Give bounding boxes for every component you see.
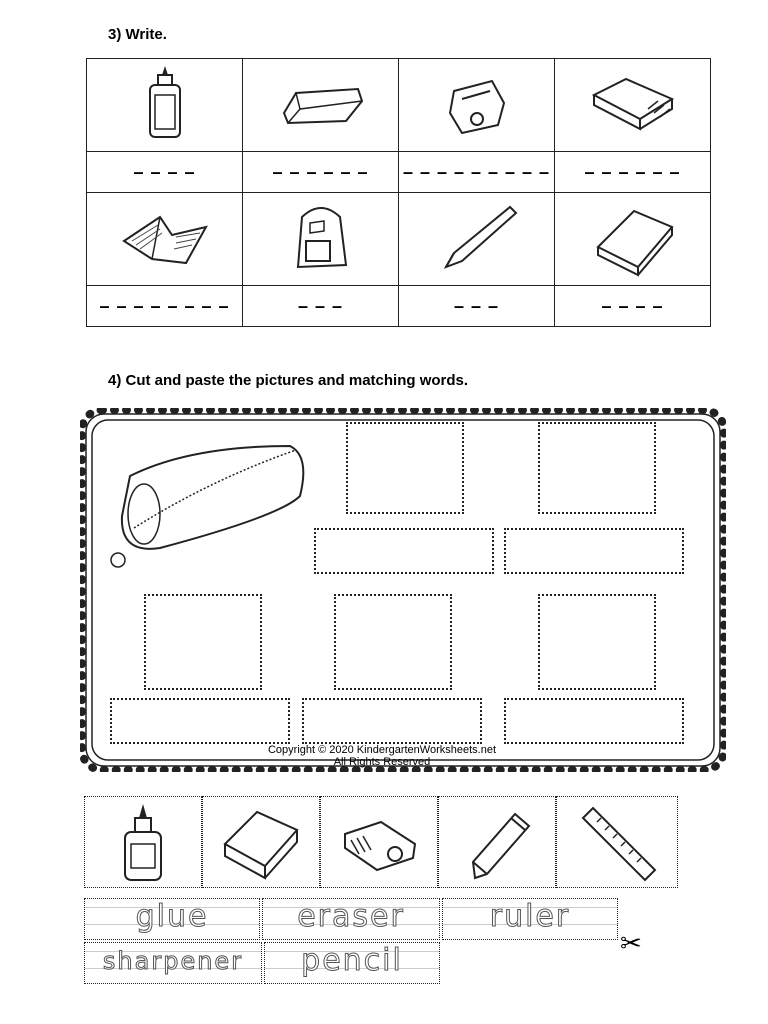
blanks-cell[interactable]: – – – – – – – – –	[399, 152, 555, 193]
blanks-cell[interactable]: – – – – – – – –	[87, 286, 243, 327]
cell-closed-book	[555, 193, 711, 286]
paste-picture-box[interactable]	[538, 422, 656, 514]
paste-word-box[interactable]	[110, 698, 290, 744]
paste-word-box[interactable]	[302, 698, 482, 744]
copyright-line2: All Rights Reserved	[333, 756, 431, 768]
cutout-pencil[interactable]	[438, 796, 556, 888]
pencil-icon	[453, 800, 541, 884]
write-table	[86, 58, 711, 327]
cutout-ruler[interactable]	[556, 796, 678, 888]
paste-picture-box[interactable]	[334, 594, 452, 690]
glue-icon	[99, 800, 187, 884]
eraser-icon	[276, 63, 366, 143]
eraser-icon	[217, 800, 305, 884]
sharpener-icon	[432, 63, 522, 143]
section3-heading: 3) Write.	[108, 26, 167, 43]
pencil-case-icon	[100, 436, 310, 572]
paste-picture-box[interactable]	[346, 422, 464, 514]
blanks-cell[interactable]: – – – – – –	[243, 152, 399, 193]
word-glue[interactable]: glue	[84, 898, 260, 940]
blanks-cell[interactable]: – – – –	[555, 286, 711, 327]
word-ruler[interactable]: ruler	[442, 898, 618, 940]
copyright-line1: Copyright © 2020 KindergartenWorksheets.net	[267, 744, 497, 756]
glue-bottle-icon	[120, 63, 210, 143]
copyright-notice	[232, 744, 532, 768]
cell-eraser	[243, 59, 399, 152]
paste-word-box[interactable]	[504, 528, 684, 574]
open-book-icon	[120, 197, 210, 277]
closed-book-icon	[588, 197, 678, 277]
cell-backpack	[243, 193, 399, 286]
backpack-icon	[276, 197, 366, 277]
ruler-icon	[573, 800, 661, 884]
paste-picture-box[interactable]	[144, 594, 262, 690]
paste-picture-box[interactable]	[538, 594, 656, 690]
pen-icon	[432, 197, 522, 277]
crayons-icon	[588, 63, 678, 143]
cell-open-book	[87, 193, 243, 286]
paste-word-box[interactable]	[504, 698, 684, 744]
blanks-cell[interactable]: – – –	[243, 286, 399, 327]
blanks-cell[interactable]: – – – – – –	[555, 152, 711, 193]
sharpener-icon	[335, 800, 423, 884]
cutout-eraser[interactable]	[202, 796, 320, 888]
scissors-icon: ✂	[620, 928, 642, 958]
cell-crayons	[555, 59, 711, 152]
blanks-cell[interactable]: – – –	[399, 286, 555, 327]
blanks-cell[interactable]: – – – –	[87, 152, 243, 193]
word-pencil[interactable]: pencil	[264, 942, 440, 984]
cell-pen	[399, 193, 555, 286]
cutout-sharpener[interactable]	[320, 796, 438, 888]
cell-glue	[87, 59, 243, 152]
cell-sharpener	[399, 59, 555, 152]
section4-heading: 4) Cut and paste the pictures and matching words.	[108, 372, 469, 389]
word-sharpener[interactable]: sharpener	[84, 942, 262, 984]
word-eraser[interactable]: eraser	[262, 898, 440, 940]
cutout-glue[interactable]	[84, 796, 202, 888]
paste-word-box[interactable]	[314, 528, 494, 574]
